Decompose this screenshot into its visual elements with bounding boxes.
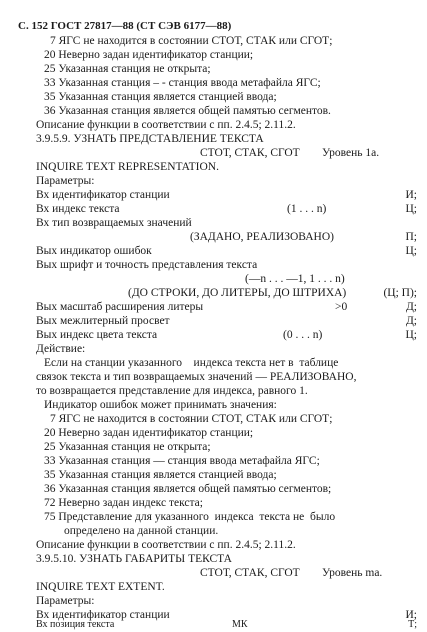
param-type: Ц; (405, 245, 417, 257)
action-text: то возвращается представление для индекса, равного 1. (36, 385, 308, 397)
section-states: СТОТ, СТАК, СГОТ (200, 567, 300, 579)
list-item: 35 Указанная станция является станцией ввода; (44, 91, 277, 103)
list-item: 20 Неверно задан идентификатор станции; (44, 427, 254, 439)
list-item: 33 Указанная станция – - станция ввода метафайла ЯГС; (44, 77, 321, 89)
list-item: 25 Указанная станция не открыта; (44, 63, 211, 75)
list-item: 75 Представление для указанного индекса текста не было (44, 511, 336, 523)
function-description: Описание функции в соответствии с пп. 2.4.5; 2.11.2. (36, 539, 296, 551)
section-function-name: INQUIRE TEXT EXTENT. (36, 581, 165, 593)
param-type: Т; (408, 619, 417, 630)
param-range: (1 . . . n) (287, 203, 327, 215)
param-label: Вых масштаб расширения литеры (36, 301, 204, 313)
param-label: Вых индекс цвета текста (36, 329, 158, 341)
section-level: Уровень mа. (322, 567, 383, 579)
errors-intro: Индикатор ошибок может принимать значения: (44, 399, 277, 411)
param-type: И; (405, 609, 417, 621)
list-item: 35 Указанная станция является станцией ввода; (44, 469, 277, 481)
section-function-name: INQUIRE TEXT REPRESENTATION. (36, 161, 219, 173)
param-range: (0 . . . n) (283, 329, 323, 341)
list-item: 36 Указанная станция является общей памятью сегментов; (44, 483, 332, 495)
section-states: СТОТ, СТАК, СГОТ (200, 147, 300, 159)
list-item: 33 Указанная станция — станция ввода метафайла ЯГС; (44, 455, 320, 467)
param-label: Вх идентификатор станции (36, 609, 170, 621)
list-item: 20 Неверно задан идентификатор станции; (44, 49, 254, 61)
param-label: Вых межлитерный просвет (36, 315, 170, 327)
list-item: 36 Указанная станция является общей памятью сегментов. (44, 105, 331, 117)
param-values: (ЗАДАНО, РЕАЛИЗОВАНО) (190, 231, 334, 243)
param-type: Д; (405, 315, 417, 327)
param-label: Вых шрифт и точность представления текста (36, 259, 258, 271)
section-title: 3.9.5.9. УЗНАТЬ ПРЕДСТАВЛЕНИЕ ТЕКСТА (36, 133, 264, 145)
list-item: определено на данной станции. (64, 525, 219, 537)
param-label: Вх индекс текста (36, 203, 120, 215)
param-range: (—n . . . —1, 1 . . . n) (245, 273, 345, 285)
section-title: 3.9.5.10. УЗНАТЬ ГАБАРИТЫ ТЕКСТА (36, 553, 232, 565)
list-item: 25 Указанная станция не открыта; (44, 441, 211, 453)
action-label: Действие: (36, 343, 86, 355)
param-label: Вх тип возвращаемых значений (36, 217, 192, 229)
list-item: 7 ЯГС не находится в состоянии СТОТ, СТАК или СГОТ; (50, 413, 333, 425)
page-header: С. 152 ГОСТ 27817—88 (СТ СЭВ 6177—88) (18, 20, 232, 32)
param-coord-type: МК (232, 619, 248, 630)
param-type: И; (405, 189, 417, 201)
params-label: Параметры: (36, 175, 95, 187)
param-label: Вх идентификатор станции (36, 189, 170, 201)
param-type: П; (405, 231, 417, 243)
param-type: Д; (405, 301, 417, 313)
function-description: Описание функции в соответствии с пп. 2.4.5; 2.11.2. (36, 119, 296, 131)
param-type: (Ц; П); (383, 287, 417, 299)
param-label: Вых индикатор ошибок (36, 245, 152, 257)
section-level: Уровень 1а. (322, 147, 380, 159)
param-values: (ДО СТРОКИ, ДО ЛИТЕРЫ, ДО ШТРИХА) (128, 287, 347, 299)
list-item: 7 ЯГС не находится в состоянии СТОТ, СТАК или СГОТ; (50, 35, 333, 47)
list-item: 72 Неверно задан индекс текста; (44, 497, 203, 509)
action-text: связок текста и тип возвращаемых значений — РЕАЛИЗОВАНО, (36, 371, 357, 383)
param-type: Ц; (405, 329, 417, 341)
param-type: Ц; (405, 203, 417, 215)
params-label: Параметры: (36, 595, 95, 607)
action-text: Если на станции указанного индекса текста нет в таблице (44, 357, 339, 369)
param-range: >0 (335, 301, 348, 313)
param-label: Вх позиция текста (36, 619, 115, 630)
